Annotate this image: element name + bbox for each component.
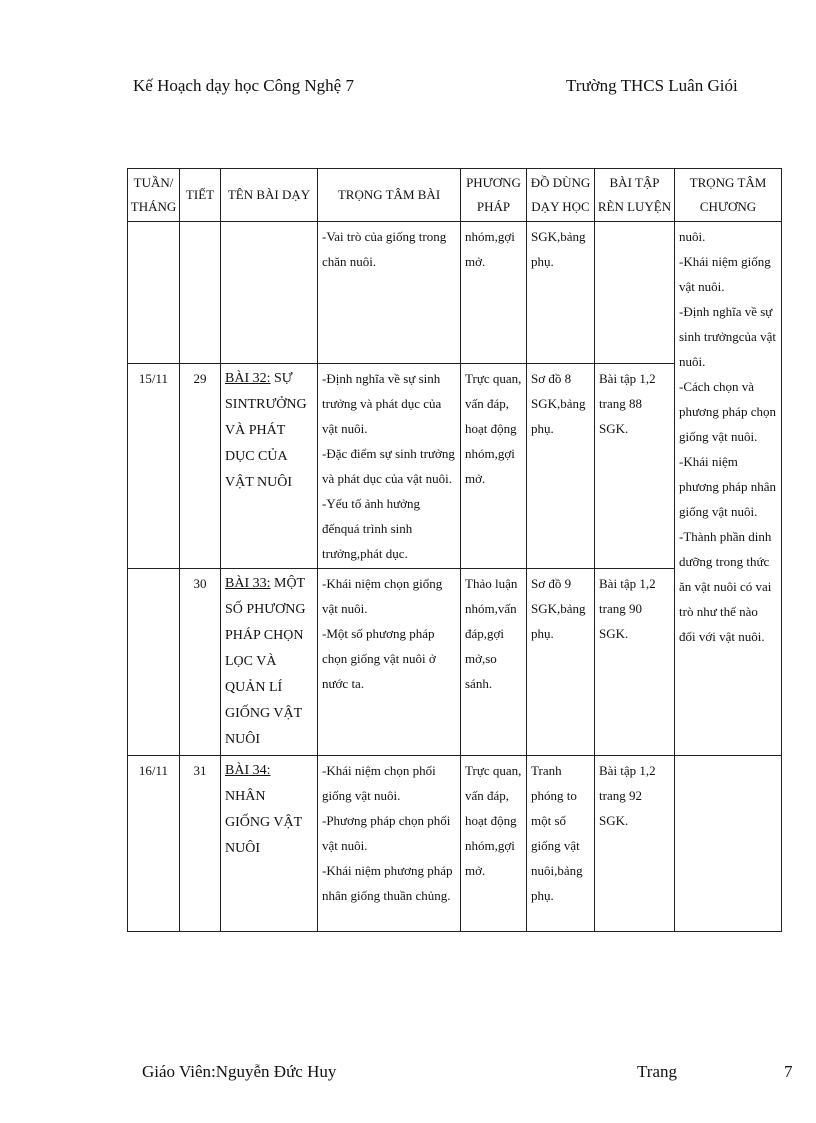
focus-item: -Vai trò của giống trong chăn nuôi. (322, 229, 447, 269)
method-cell: Trực quan, vấn đáp, hoạt động nhóm,gợi mở. (461, 756, 527, 932)
lesson-cell (221, 364, 318, 569)
exercises-cell (595, 222, 675, 364)
chapter-focus-item: -Định nghĩa về sự sinh trưởngcủa vật nuôi. (679, 304, 776, 369)
chapter-focus-item: -Cách chọn và phương pháp chọn giống vật nuôi. (679, 379, 776, 444)
lesson-cell (221, 569, 318, 756)
method-cell: Thảo luận nhóm,vấn đáp,gợi mở,so sánh. (461, 569, 527, 756)
lesson-cell (221, 222, 318, 364)
focus-item: -Khái niệm chọn giống vật nuôi. (322, 576, 443, 616)
exercises-cell: Bài tập 1,2 trang 92 SGK. (595, 756, 675, 932)
lesson-title: NHÂN GIỐNG VẬT NUÔI (225, 789, 302, 856)
column-header-week: TUẦN/ THÁNG (128, 169, 180, 222)
materials-cell: SGK,bảng phụ. (527, 222, 595, 364)
chapter-focus-item: -Khái niệm giống vật nuôi. (679, 254, 771, 294)
chapter-focus-item: -Khái niệm phương pháp nhân giống vật nuôi. (679, 454, 776, 519)
focus-cell (318, 756, 461, 932)
focus-item: -Một số phương pháp chọn giống vật nuôi ở nước ta. (322, 626, 436, 691)
materials-cell: Sơ đồ 8 SGK,bảng phụ. (527, 364, 595, 569)
chapter-focus-cell (675, 222, 782, 756)
period-cell (180, 222, 221, 364)
lesson-number: BÀI 32: (225, 371, 271, 386)
column-header-lesson: TÊN BÀI DẠY (221, 169, 318, 222)
week-cell (128, 222, 180, 364)
column-header-materials: ĐỒ DÙNG DẠY HỌC (527, 169, 595, 222)
lesson-title: SỰ SINTRƯỞNG VÀ PHÁT DỤC CỦA VẬT NUÔI (225, 371, 307, 490)
table-row (128, 756, 782, 932)
materials-cell: Sơ đồ 9 SGK,bảng phụ. (527, 569, 595, 756)
focus-cell (318, 364, 461, 569)
column-header-period: TIẾT (180, 169, 221, 222)
column-header-focus: TRỌNG TÂM BÀI (318, 169, 461, 222)
exercises-cell: Bài tập 1,2 trang 88 SGK. (595, 364, 675, 569)
lesson-number: BÀI 33: (225, 576, 271, 591)
focus-item: -Phương pháp chọn phối vật nuôi. (322, 813, 451, 853)
focus-item: -Khái niệm phương pháp nhân giống thuần chủng. (322, 863, 453, 903)
table-header-row (128, 169, 782, 222)
teacher-name: Giáo Viên:Nguyễn Đức Huy (142, 1062, 337, 1081)
focus-cell (318, 222, 461, 364)
focus-item: -Định nghĩa về sự sinh trưởng và phát dục của vật nuôi. (322, 371, 442, 436)
exercises-cell: Bài tập 1,2 trang 90 SGK. (595, 569, 675, 756)
lesson-plan-table (127, 168, 782, 932)
chapter-focus-item: nuôi. (679, 229, 706, 244)
period-cell: 29 (180, 364, 221, 569)
lesson-cell (221, 756, 318, 932)
focus-item: -Yếu tố ảnh hưởng đếnquá trình sinh trưởng,phát dục. (322, 496, 421, 561)
method-cell: Trực quan, vấn đáp, hoạt động nhóm,gợi mở. (461, 364, 527, 569)
focus-cell (318, 569, 461, 756)
page-number: 7 (784, 1062, 793, 1081)
column-header-method: PHƯƠNG PHÁP (461, 169, 527, 222)
column-header-chapter-focus: TRỌNG TÂM CHƯƠNG (675, 169, 782, 222)
period-cell: 31 (180, 756, 221, 932)
week-cell: 16/11 (128, 756, 180, 932)
chapter-focus-item: -Thành phần dinh dưỡng trong thức ăn vật nuôi có vai trò như thế nào đối với vật nuôi. (679, 529, 772, 644)
lesson-number: BÀI 34: (225, 763, 271, 778)
period-cell: 30 (180, 569, 221, 756)
method-cell: nhóm,gợi mở. (461, 222, 527, 364)
focus-item: -Khái niệm chọn phối giống vật nuôi. (322, 763, 436, 803)
document-header-title: Kế Hoạch dạy học Công Nghệ 7 (133, 76, 354, 95)
materials-cell: Tranh phóng to một số giống vật nuôi,bảng phụ. (527, 756, 595, 932)
chapter-focus-empty-cell (675, 756, 782, 932)
table-row (128, 222, 782, 364)
column-header-exercises: BÀI TẬP RÈN LUYỆN (595, 169, 675, 222)
page-label: Trang (637, 1062, 677, 1081)
week-cell (128, 569, 180, 756)
week-cell: 15/11 (128, 364, 180, 569)
focus-item: -Đặc điểm sự sinh trưởng và phát dục của vật nuôi. (322, 446, 455, 486)
school-name: Trường THCS Luân Giói (566, 76, 738, 95)
lesson-title: MỘT SỐ PHƯƠNG PHÁP CHỌN LỌC VÀ QUẢN LÍ GIỐNG VẬT NUÔI (225, 576, 306, 747)
